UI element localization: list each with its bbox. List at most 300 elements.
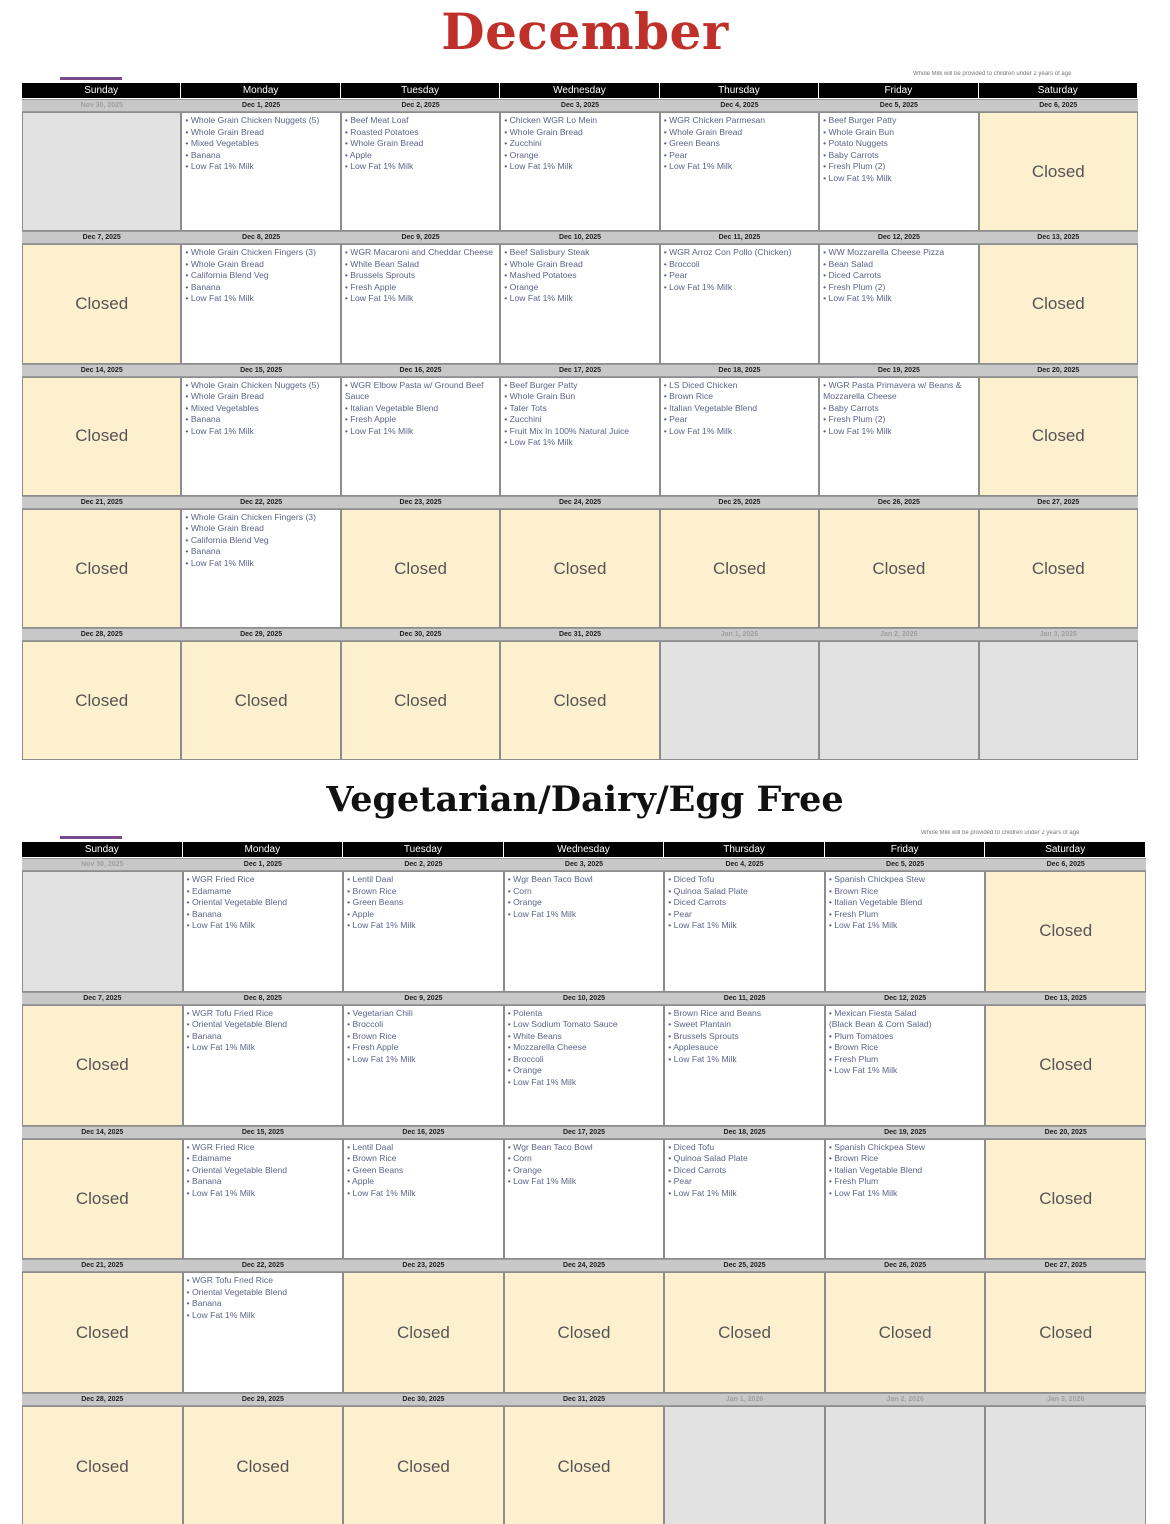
menu-list — [661, 245, 818, 293]
menu-item: • Fresh Plum — [828, 908, 879, 919]
menu-item: • Low Fat 1% Milk — [186, 1309, 255, 1320]
menu-list — [820, 113, 977, 184]
date-label: Dec 29, 2025 — [183, 1393, 344, 1406]
menu-day-cell — [183, 1005, 344, 1126]
closed-label: Closed — [236, 1456, 290, 1476]
date-label: Dec 26, 2025 — [819, 496, 978, 509]
menu-item: • Low Fat 1% Milk — [504, 161, 573, 171]
menu-day-cell — [504, 871, 665, 992]
menu-item: • Green Beans — [347, 1164, 404, 1175]
menu-item: • Low Fat 1% Milk — [347, 1187, 416, 1198]
menu-item: • Diced Carrots — [668, 1164, 727, 1175]
menu-item: • Brown Rice — [347, 1153, 397, 1164]
date-label: Dec 16, 2025 — [341, 364, 500, 377]
menu-item: • Low Fat 1% Milk — [504, 293, 573, 304]
empty-day-cell — [825, 1406, 986, 1524]
menu-item: • Whole Grain Chicken Fingers (3) — [185, 511, 316, 522]
menu-list — [342, 245, 499, 305]
empty-day-cell — [819, 641, 978, 760]
date-label: Dec 14, 2025 — [22, 1126, 183, 1139]
date-label: Jan 3, 2026 — [985, 1393, 1146, 1406]
closed-label: Closed — [394, 558, 448, 578]
menu-item: • Zucchini — [504, 138, 542, 148]
closed-day-cell — [22, 1272, 183, 1393]
date-label: Dec 5, 2025 — [825, 858, 986, 871]
menu-list — [661, 113, 818, 173]
closed-label: Closed — [75, 293, 129, 313]
menu-item: • Low Fat 1% Milk — [668, 920, 737, 930]
closed-day-cell — [819, 509, 978, 628]
closed-label: Closed — [557, 1322, 611, 1342]
menu-item: • Edamame — [186, 1153, 232, 1164]
date-label: Dec 30, 2025 — [341, 628, 500, 641]
date-label: Dec 31, 2025 — [500, 628, 659, 641]
closed-label: Closed — [75, 1456, 129, 1476]
menu-item: • WGR Pasta Primavera w/ Beans & Mozzarella Cheese — [823, 379, 962, 402]
menu-list — [184, 1273, 343, 1321]
menu-list — [665, 1006, 824, 1066]
menu-item: • Italian Vegetable Blend — [828, 897, 923, 907]
closed-label: Closed — [1031, 426, 1085, 446]
closed-day-cell — [343, 1272, 504, 1393]
date-label: Dec 26, 2025 — [825, 1259, 986, 1272]
closed-day-cell — [979, 244, 1138, 363]
menu-list — [182, 510, 339, 570]
day-header-monday: Monday — [183, 842, 343, 857]
date-label: Dec 1, 2025 — [181, 99, 340, 112]
date-label: Jan 3, 2026 — [979, 628, 1138, 641]
day-header-friday: Friday — [825, 842, 985, 857]
menu-item: • Vegetarian Chili — [347, 1007, 413, 1018]
menu-item: (Black Bean & Corn Salad) — [828, 1019, 932, 1030]
menu-item: • Low Fat 1% Milk — [504, 437, 573, 448]
closed-day-cell — [22, 1406, 183, 1524]
day-header-sunday: Sunday — [22, 842, 182, 857]
closed-day-cell — [500, 509, 659, 628]
menu-item: • Lentil Daal — [347, 1141, 394, 1152]
menu-item: • Zucchini — [504, 414, 542, 425]
menu-item: • Fruit Mix In 100% Natural Juice — [504, 425, 630, 436]
empty-day-cell — [985, 1406, 1146, 1524]
menu-item: • Green Beans — [663, 138, 720, 148]
menu-item: • WGR Elbow Pasta w/ Ground Beef Sauce — [344, 379, 484, 402]
menu-list — [182, 245, 339, 305]
menu-item: • Low Fat 1% Milk — [186, 1042, 255, 1053]
date-label: Dec 11, 2025 — [660, 231, 819, 244]
menu-list — [182, 113, 339, 173]
milk-note: Whole Milk will be provided to children under 2 years of age — [913, 71, 1072, 77]
menu-item: • Whole Grain Bread — [663, 126, 743, 137]
date-label: Dec 27, 2025 — [979, 496, 1138, 509]
menu-item: • Brown Rice and Beans — [668, 1007, 762, 1018]
menu-item: • Oriental Vegetable Blend — [186, 1164, 288, 1175]
date-label: Dec 13, 2025 — [985, 992, 1146, 1005]
empty-day-cell — [979, 641, 1138, 760]
page-title: December — [441, 2, 729, 61]
menu-list — [501, 378, 658, 449]
menu-item: • Baby Carrots — [823, 149, 879, 160]
closed-label: Closed — [75, 1055, 129, 1075]
closed-label: Closed — [718, 1322, 772, 1342]
menu-list — [661, 378, 818, 438]
menu-item: • Brown Rice — [663, 391, 714, 402]
menu-item: • Apple — [347, 908, 375, 919]
date-label: Dec 6, 2025 — [985, 858, 1146, 871]
date-label: Dec 18, 2025 — [664, 1126, 825, 1139]
menu-item: • Whole Grain Bun — [504, 391, 576, 402]
menu-item: • Low Fat 1% Milk — [507, 1176, 577, 1187]
menu-day-cell — [664, 1005, 825, 1126]
menu-day-cell — [343, 1139, 504, 1260]
empty-day-cell — [660, 641, 819, 760]
menu-day-cell — [183, 871, 344, 992]
menu-item: • Oriental Vegetable Blend — [186, 897, 288, 907]
closed-day-cell — [22, 244, 181, 363]
menu-list — [342, 378, 499, 438]
menu-day-cell — [819, 377, 978, 496]
date-label: Dec 29, 2025 — [181, 628, 340, 641]
menu-item: • WGR Fried Rice — [186, 1141, 255, 1152]
menu-day-cell — [664, 871, 825, 992]
closed-day-cell — [341, 509, 500, 628]
menu-item: • Oriental Vegetable Blend — [186, 1286, 288, 1297]
closed-day-cell — [22, 377, 181, 496]
menu-item: • Italian Vegetable Blend — [828, 1164, 923, 1175]
menu-item: • Low Fat 1% Milk — [185, 557, 254, 568]
menu-item: • Low Fat 1% Milk — [663, 161, 733, 171]
date-label: Dec 13, 2025 — [979, 231, 1138, 244]
menu-item: • Apple — [344, 149, 372, 160]
menu-item: • LS Diced Chicken — [663, 379, 738, 390]
menu-item: • Brown Rice — [347, 885, 397, 896]
menu-day-cell — [504, 1005, 665, 1126]
date-label: Dec 2, 2025 — [341, 99, 500, 112]
closed-label: Closed — [234, 690, 288, 710]
closed-day-cell — [985, 871, 1146, 992]
menu-item: • Orange — [507, 897, 542, 907]
menu-item: • Fresh Apple — [344, 281, 397, 292]
menu-item: • Banana — [185, 149, 221, 160]
closed-label: Closed — [75, 426, 129, 446]
menu-item: • Whole Grain Chicken Fingers (3) — [185, 247, 316, 258]
day-header-wednesday: Wednesday — [500, 83, 658, 98]
closed-day-cell — [22, 509, 181, 628]
closed-label: Closed — [557, 1456, 611, 1476]
menu-item: • Italian Vegetable Blend — [663, 402, 758, 413]
menu-item: • Oriental Vegetable Blend — [186, 1019, 288, 1030]
menu-day-cell — [825, 1005, 986, 1126]
menu-item: • Beef Burger Patty — [823, 115, 897, 125]
menu-item: • Banana — [186, 908, 222, 919]
menu-item: • Diced Carrots — [668, 897, 727, 907]
date-label: Dec 12, 2025 — [825, 992, 986, 1005]
menu-list — [826, 872, 985, 932]
closed-label: Closed — [1039, 1055, 1093, 1075]
menu-list — [342, 113, 499, 173]
empty-day-cell — [664, 1406, 825, 1524]
menu-item: • Brussels Sprouts — [668, 1030, 739, 1041]
menu-item: • Low Fat 1% Milk — [507, 908, 577, 919]
menu-item: • Corn — [507, 1153, 532, 1164]
closed-day-cell — [664, 1272, 825, 1393]
menu-list — [505, 1006, 664, 1089]
menu-item: • Brown Rice — [347, 1030, 397, 1041]
menu-list — [184, 1006, 343, 1054]
menu-list — [665, 1140, 824, 1200]
closed-day-cell — [500, 641, 659, 760]
menu-list — [826, 1140, 985, 1200]
date-label: Jan 1, 2026 — [664, 1393, 825, 1406]
day-header-tuesday: Tuesday — [341, 83, 499, 98]
closed-label: Closed — [1039, 1322, 1093, 1342]
date-label: Dec 21, 2025 — [22, 496, 181, 509]
menu-item: • Chicken WGR Lo Mein — [504, 115, 598, 125]
closed-label: Closed — [394, 690, 448, 710]
menu-item: • Pear — [668, 1176, 692, 1187]
date-label: Dec 20, 2025 — [979, 364, 1138, 377]
closed-day-cell — [341, 641, 500, 760]
closed-label: Closed — [75, 690, 129, 710]
date-label: Dec 7, 2025 — [22, 231, 181, 244]
menu-item: • Diced Carrots — [823, 270, 882, 281]
menu-item: • Broccoli — [663, 258, 700, 269]
closed-label: Closed — [712, 558, 766, 578]
menu-list — [505, 872, 664, 920]
menu-day-cell — [825, 871, 986, 992]
menu-item: • Plum Tomatoes — [828, 1030, 894, 1041]
closed-day-cell — [183, 1406, 344, 1524]
closed-label: Closed — [396, 1322, 450, 1342]
closed-day-cell — [825, 1272, 986, 1393]
date-label: Dec 10, 2025 — [504, 992, 665, 1005]
day-header-friday: Friday — [819, 83, 977, 98]
section-title-vegetarian: Vegetarian/Dairy/Egg Free — [326, 779, 844, 820]
date-label: Dec 19, 2025 — [825, 1126, 986, 1139]
day-header-sunday: Sunday — [22, 83, 180, 98]
menu-item: • Diced Tofu — [668, 1141, 715, 1152]
date-label: Dec 28, 2025 — [22, 1393, 183, 1406]
menu-day-cell — [500, 244, 659, 363]
closed-day-cell — [979, 377, 1138, 496]
closed-day-cell — [985, 1139, 1146, 1260]
menu-item: • Diced Tofu — [668, 874, 715, 884]
date-label: Dec 1, 2025 — [183, 858, 344, 871]
menu-item: • Brussels Sprouts — [344, 270, 416, 281]
menu-item: • Applesauce — [668, 1042, 719, 1053]
date-label: Dec 8, 2025 — [181, 231, 340, 244]
menu-list — [665, 872, 824, 932]
date-label: Dec 4, 2025 — [660, 99, 819, 112]
day-header-wednesday: Wednesday — [504, 842, 664, 857]
menu-item: • Low Fat 1% Milk — [828, 920, 898, 930]
menu-list — [501, 113, 658, 173]
menu-list — [344, 1140, 503, 1200]
day-header-saturday: Saturday — [979, 83, 1137, 98]
menu-day-cell — [660, 377, 819, 496]
menu-item: • WGR Fried Rice — [186, 874, 255, 884]
menu-item: • Roasted Potatoes — [344, 126, 419, 137]
date-label: Dec 3, 2025 — [504, 858, 665, 871]
date-label: Dec 21, 2025 — [22, 1259, 183, 1272]
menu-item: • Low Fat 1% Milk — [507, 1076, 577, 1087]
menu-day-cell — [500, 377, 659, 496]
closed-day-cell — [979, 112, 1138, 231]
menu-item: • Low Fat 1% Milk — [347, 920, 416, 930]
date-label: Dec 3, 2025 — [500, 99, 659, 112]
menu-item: • Wgr Bean Taco Bowl — [507, 1141, 593, 1152]
menu-item: • Mixed Vegetables — [185, 138, 259, 148]
date-label: Dec 18, 2025 — [660, 364, 819, 377]
date-label: Dec 27, 2025 — [985, 1259, 1146, 1272]
closed-day-cell — [343, 1406, 504, 1524]
empty-day-cell — [22, 112, 181, 231]
menu-item: • Low Sodium Tomato Sauce — [507, 1019, 618, 1030]
menu-list — [505, 1140, 664, 1188]
menu-item: • WGR Tofu Fried Rice — [186, 1007, 273, 1018]
date-label: Dec 22, 2025 — [181, 496, 340, 509]
menu-item: • Italian Vegetable Blend — [344, 402, 439, 413]
menu-day-cell — [181, 112, 340, 231]
closed-label: Closed — [396, 1456, 450, 1476]
date-label: Nov 30, 2025 — [22, 99, 181, 112]
menu-day-cell — [341, 244, 500, 363]
menu-item: • Sweet Plantain — [668, 1019, 732, 1030]
menu-item: • Banana — [185, 281, 221, 292]
menu-item: • Polenta — [507, 1007, 543, 1018]
menu-item: • Banana — [185, 414, 221, 425]
menu-item: • Lentil Daal — [347, 874, 394, 884]
menu-item: • Low Fat 1% Milk — [823, 425, 892, 436]
menu-list — [184, 1140, 343, 1200]
menu-item: • Corn — [507, 885, 532, 896]
date-label: Dec 9, 2025 — [341, 231, 500, 244]
date-label: Dec 5, 2025 — [819, 99, 978, 112]
date-label: Dec 23, 2025 — [343, 1259, 504, 1272]
menu-day-cell — [181, 377, 340, 496]
menu-item: • Potato Nuggets — [823, 138, 888, 148]
closed-label: Closed — [872, 558, 926, 578]
menu-item: • Orange — [507, 1065, 542, 1076]
closed-label: Closed — [553, 558, 607, 578]
menu-item: • Low Fat 1% Milk — [185, 425, 254, 436]
menu-item: • Apple — [347, 1176, 375, 1187]
menu-item: • Orange — [504, 149, 539, 160]
menu-item: • Brown Rice — [828, 885, 879, 896]
menu-item: • Broccoli — [347, 1019, 384, 1030]
day-header-thursday: Thursday — [660, 83, 818, 98]
closed-label: Closed — [1031, 161, 1085, 181]
menu-item: • Low Fat 1% Milk — [186, 920, 255, 930]
date-label: Dec 2, 2025 — [343, 858, 504, 871]
menu-day-cell — [500, 112, 659, 231]
date-label: Dec 28, 2025 — [22, 628, 181, 641]
date-label: Dec 9, 2025 — [343, 992, 504, 1005]
menu-item: • Wgr Bean Taco Bowl — [507, 874, 593, 884]
menu-item: • Mexican Fiesta Salad — [828, 1007, 917, 1018]
closed-label: Closed — [75, 558, 129, 578]
menu-item: • Spanish Chickpea Stew — [828, 1141, 926, 1152]
menu-item: • Quinoa Salad Plate — [668, 1153, 748, 1164]
day-header-saturday: Saturday — [985, 842, 1145, 857]
day-header-tuesday: Tuesday — [343, 842, 503, 857]
menu-day-cell — [819, 244, 978, 363]
menu-item: • Whole Grain Bread — [185, 391, 264, 402]
menu-item: • Brown Rice — [828, 1042, 879, 1053]
date-label: Dec 15, 2025 — [181, 364, 340, 377]
menu-item: • Banana — [186, 1298, 222, 1309]
menu-day-cell — [343, 1005, 504, 1126]
date-label: Dec 23, 2025 — [341, 496, 500, 509]
menu-day-cell — [183, 1139, 344, 1260]
menu-item: • Fresh Plum (2) — [823, 161, 886, 171]
date-label: Dec 24, 2025 — [500, 496, 659, 509]
menu-item: • Banana — [186, 1030, 222, 1041]
date-label: Jan 2, 2026 — [819, 628, 978, 641]
closed-day-cell — [22, 1005, 183, 1126]
closed-day-cell — [181, 641, 340, 760]
date-label: Dec 25, 2025 — [660, 496, 819, 509]
date-label: Dec 20, 2025 — [985, 1126, 1146, 1139]
menu-item: • Tater Tots — [504, 402, 547, 413]
menu-day-cell — [343, 871, 504, 992]
menu-item: • Fresh Plum (2) — [823, 414, 886, 425]
date-label: Dec 10, 2025 — [500, 231, 659, 244]
menu-item: • Low Fat 1% Milk — [344, 425, 414, 436]
menu-item: • Whole Grain Chicken Nuggets (5) — [185, 379, 320, 390]
menu-item: • Low Fat 1% Milk — [185, 293, 254, 304]
date-label: Dec 19, 2025 — [819, 364, 978, 377]
menu-item: • Pear — [668, 908, 692, 919]
menu-item: • Whole Grain Bread — [185, 126, 264, 137]
menu-item: • Low Fat 1% Milk — [344, 293, 414, 304]
menu-item: • Fresh Apple — [347, 1042, 399, 1053]
menu-item: • Whole Grain Chicken Nuggets (5) — [185, 115, 320, 125]
menu-item: • WGR Tofu Fried Rice — [186, 1275, 273, 1286]
closed-label: Closed — [75, 1322, 129, 1342]
menu-item: • Whole Grain Bread — [185, 258, 264, 269]
menu-item: • Edamame — [186, 885, 232, 896]
closed-day-cell — [22, 1139, 183, 1260]
milk-note: Whole Milk will be provided to children under 2 years of age — [921, 830, 1080, 836]
menu-item: • Bean Salad — [823, 258, 873, 269]
menu-item: • Low Fat 1% Milk — [663, 281, 733, 292]
menu-day-cell — [183, 1272, 344, 1393]
menu-item: • Mixed Vegetables — [185, 402, 259, 413]
closed-day-cell — [504, 1272, 665, 1393]
menu-item: • Broccoli — [507, 1053, 544, 1064]
closed-day-cell — [985, 1272, 1146, 1393]
menu-item: • Beef Meat Loaf — [344, 115, 409, 125]
menu-item: • California Blend Veg — [185, 534, 269, 545]
menu-item: • Low Fat 1% Milk — [823, 172, 892, 183]
menu-item: • Mozzarella Cheese — [507, 1042, 587, 1053]
menu-item: • Fresh Plum (2) — [823, 281, 886, 292]
date-label: Dec 12, 2025 — [819, 231, 978, 244]
empty-day-cell — [22, 871, 183, 992]
date-label: Jan 1, 2026 — [660, 628, 819, 641]
menu-item: • Baby Carrots — [823, 402, 879, 413]
closed-day-cell — [979, 509, 1138, 628]
closed-label: Closed — [1039, 1188, 1093, 1208]
menu-item: • Beef Salisbury Steak — [504, 247, 590, 258]
date-label: Nov 30, 2025 — [22, 858, 183, 871]
menu-item: • Whole Grain Bread — [504, 258, 583, 269]
menu-item: • California Blend Veg — [185, 270, 269, 281]
menu-item: • White Beans — [507, 1030, 562, 1041]
menu-list — [820, 378, 977, 438]
date-label: Dec 24, 2025 — [504, 1259, 665, 1272]
menu-item: • Whole Grain Bun — [823, 126, 894, 137]
